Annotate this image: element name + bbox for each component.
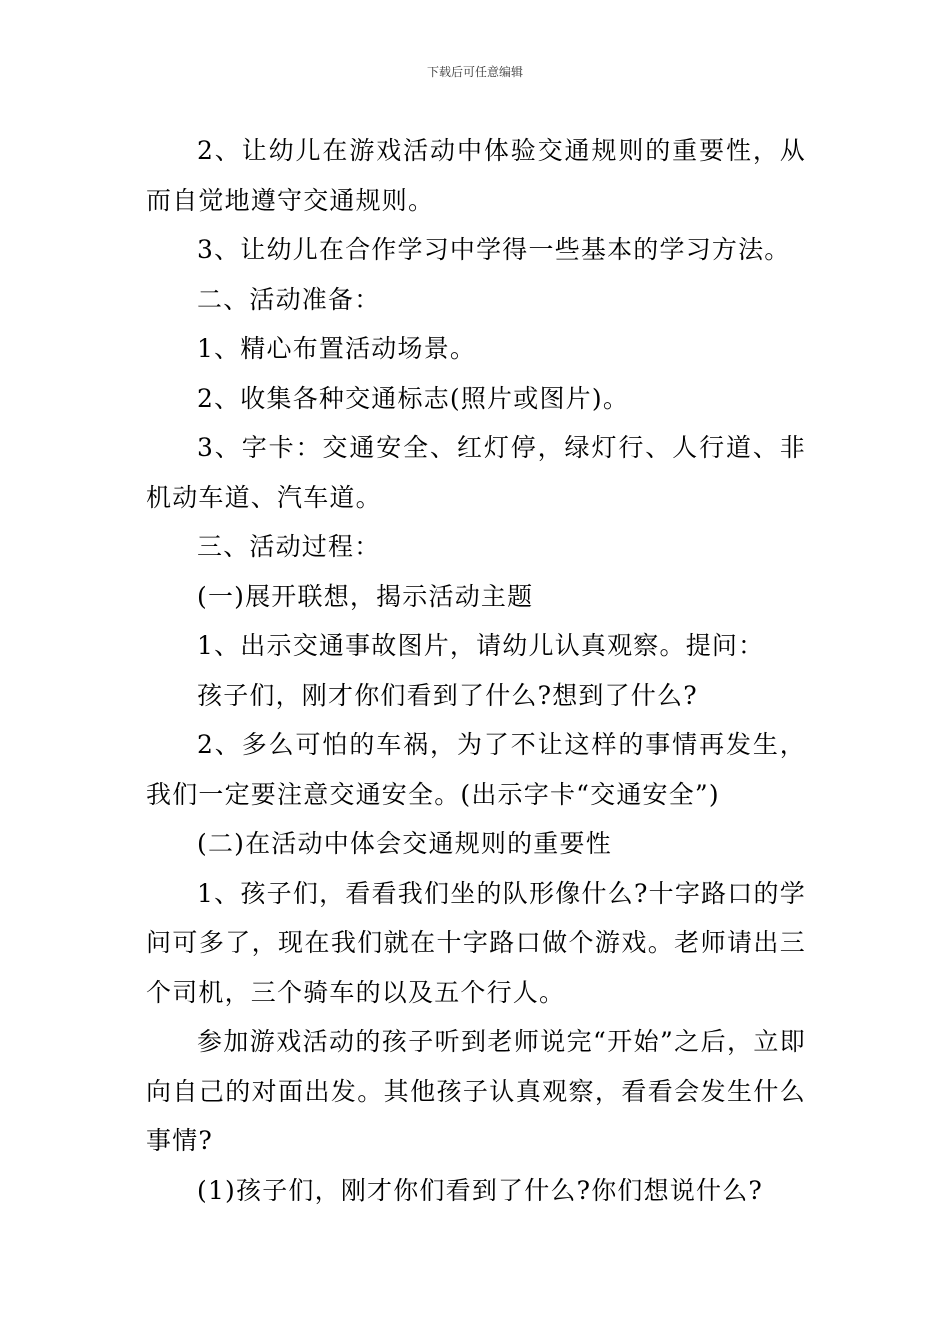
- document-body: [146, 126, 806, 1215]
- paragraph-prep-1: 1、精心布置活动场景。: [197, 334, 477, 363]
- section-heading-preparation: 二、活动准备：: [197, 284, 381, 314]
- paragraph-prep-2: 2、收集各种交通标志(照片或图片)。: [197, 383, 630, 413]
- subsection-heading-2: (二)在活动中体会交通规则的重要性: [197, 829, 612, 858]
- section-heading-process: 三、活动过程：: [197, 532, 381, 561]
- paragraph-game-question: (1)孩子们，刚才你们看到了什么?你们想说什么?: [197, 1175, 764, 1205]
- paragraph-question: 孩子们，刚才你们看到了什么?想到了什么?: [197, 680, 698, 710]
- paragraph-prep-3: 3、字卡：交通安全、红灯停，绿灯行、人行道、非机动车道、汽车道。: [146, 433, 806, 512]
- paragraph-game-rules: 参加游戏活动的孩子听到老师说完“开始”之后，立即向自己的对面出发。其他孩子认真观察，看看会发生什么事情?: [146, 1027, 806, 1155]
- paragraph-goal-2: 2、让幼儿在游戏活动中体验交通规则的重要性，从而自觉地遵守交通规则。: [146, 136, 806, 215]
- subsection-heading-1: (一)展开联想，揭示活动主题: [197, 581, 534, 611]
- paragraph-goal-3: 3、让幼儿在合作学习中学得一些基本的学习方法。: [197, 235, 791, 264]
- paragraph-game-1: 1、孩子们，看看我们坐的队形像什么?十字路口的学问可多了，现在我们就在十字路口做个游戏。老师请出三个司机，三个骑车的以及五个行人。: [146, 878, 806, 1007]
- paragraph-process-1: 1、出示交通事故图片，请幼儿认真观察。提问：: [197, 631, 765, 660]
- paragraph-process-2: 2、多么可怕的车祸，为了不让这样的事情再发生，我们一定要注意交通安全。(出示字卡“交通安全”): [146, 730, 806, 809]
- page-header: 下载后可任意编辑: [426, 65, 523, 79]
